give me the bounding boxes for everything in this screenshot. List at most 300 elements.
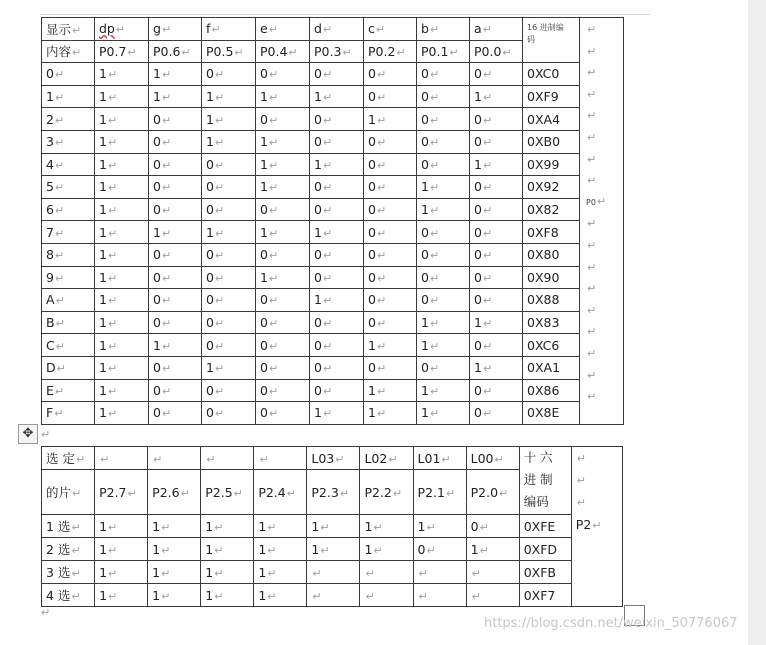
- cell-text: 1: [99, 111, 107, 127]
- cell-end-mark: ↵: [596, 194, 607, 208]
- cell-end-mark: ↵: [214, 566, 224, 580]
- table-cell: [417, 289, 470, 312]
- cell-text: b: [421, 21, 429, 37]
- table-row: [42, 515, 623, 538]
- cell-end-mark: ↵: [376, 68, 387, 82]
- cell-text: 1: [99, 360, 107, 376]
- cell-end-mark: ↵: [322, 204, 333, 218]
- cell-text: 1: [314, 224, 322, 240]
- cell-text: 0: [260, 202, 268, 218]
- hex-code-cell: [519, 538, 571, 561]
- cell-end-mark: ↵: [482, 226, 493, 240]
- cell-end-mark: ↵: [322, 271, 333, 285]
- table-row: [42, 311, 624, 334]
- cell-end-mark: ↵: [214, 384, 225, 398]
- cell-text: a: [474, 21, 482, 37]
- table-cell: [360, 515, 413, 538]
- cell-text: D: [46, 360, 56, 376]
- header-cell: [42, 447, 95, 470]
- cell-text: L02: [364, 450, 388, 466]
- cell-text: 0: [421, 292, 429, 308]
- cell-end-mark: ↵: [479, 543, 489, 557]
- cell-text: 0: [260, 247, 268, 263]
- cell-end-mark: ↵: [267, 520, 277, 534]
- cell-end-mark: ↵: [268, 384, 279, 398]
- cell-end-mark: ↵: [592, 519, 602, 532]
- table-row: [42, 243, 624, 266]
- cell-end-mark: ↵: [54, 407, 64, 421]
- cell-text: P2.0: [470, 484, 499, 500]
- cell-end-mark: ↵: [267, 589, 277, 603]
- cell-end-mark: ↵: [376, 136, 387, 150]
- port-label: P0: [586, 197, 596, 207]
- table-cell: [417, 243, 470, 266]
- cell-text: 1: [99, 269, 107, 285]
- hex-code-cell: [523, 63, 580, 86]
- table-cell: [95, 198, 149, 221]
- table-cell: [42, 311, 95, 334]
- cell-end-mark: ↵: [482, 23, 492, 37]
- cell-end-mark: ↵: [214, 249, 225, 263]
- cell-end-mark: ↵: [322, 68, 333, 82]
- cell-text: 1: [258, 518, 267, 534]
- cell-end-mark: ↵: [181, 45, 191, 59]
- cell-end-mark: ↵: [376, 226, 387, 240]
- cell-end-mark: ↵: [376, 407, 387, 421]
- cell-text: 1: [99, 224, 107, 240]
- table-cell: [95, 221, 149, 244]
- cell-text: L01: [417, 450, 441, 466]
- cell-end-mark: ↵: [322, 136, 333, 150]
- cell-end-mark: ↵: [418, 566, 428, 580]
- table-cell: [360, 538, 413, 561]
- cell-end-mark: ↵: [71, 567, 81, 580]
- hex-header-line: 进 制: [523, 472, 553, 487]
- cell-text: 2: [46, 111, 54, 127]
- cell-text: 内容: [46, 44, 72, 60]
- cell-text: 1: [205, 564, 214, 580]
- table-cell: [364, 266, 417, 289]
- table-row: [42, 63, 624, 86]
- table-cell: [202, 402, 256, 425]
- header-cell: [149, 18, 202, 41]
- table-cell: [364, 130, 417, 153]
- cell-end-mark: ↵: [471, 566, 481, 580]
- cell-end-mark: ↵: [322, 384, 333, 398]
- table-cell: [202, 243, 256, 266]
- cell-end-mark: ↵: [161, 566, 171, 580]
- table-cell: [310, 176, 364, 199]
- cell-end-mark: ↵: [322, 113, 333, 127]
- cell-end-mark: ↵: [54, 226, 65, 240]
- cell-text: 3 选: [46, 565, 71, 580]
- cell-end-mark: ↵: [161, 362, 172, 376]
- cell-text: 0: [206, 156, 214, 172]
- cell-end-mark: ↵: [268, 317, 279, 331]
- cell-end-mark: ↵: [482, 384, 493, 398]
- table-cell: [307, 538, 360, 561]
- cell-text: 0: [421, 111, 429, 127]
- table-cell: [149, 402, 202, 425]
- table-move-handle-icon[interactable]: ✥: [18, 424, 38, 444]
- header-cell: [202, 18, 256, 41]
- cell-text: 1: [314, 405, 322, 421]
- cell-end-mark: ↵: [322, 294, 333, 308]
- cell-text: 0: [206, 382, 214, 398]
- table-cell: [256, 311, 310, 334]
- table-cell: [42, 561, 95, 584]
- table-cell: [202, 153, 256, 176]
- cell-text: 2 选: [46, 542, 71, 557]
- cell-text: 0: [153, 405, 161, 421]
- cell-end-mark: ↵: [161, 158, 172, 172]
- watermark-text: https://blog.csdn.net/weixin_50776067: [484, 616, 738, 631]
- cell-end-mark: ↵: [376, 158, 387, 172]
- cell-text: 1: [260, 134, 268, 150]
- cell-end-mark: ↵: [587, 282, 597, 296]
- cell-end-mark: ↵: [376, 181, 387, 195]
- cell-text: 0X92: [527, 179, 560, 195]
- cell-end-mark: ↵: [587, 152, 597, 166]
- table-cell: [42, 584, 95, 607]
- cell-end-mark: ↵: [429, 384, 440, 398]
- table-cell: [202, 85, 256, 108]
- cell-end-mark: ↵: [392, 486, 403, 500]
- cell-text: 0: [206, 179, 214, 195]
- cell-end-mark: ↵: [342, 45, 352, 59]
- cell-end-mark: ↵: [100, 452, 110, 466]
- table-cell: [466, 538, 519, 561]
- table-cell: [470, 130, 523, 153]
- table-cell: [470, 108, 523, 131]
- table-cell: [95, 153, 149, 176]
- cell-text: L03: [311, 450, 335, 466]
- cell-text: 0X8E: [527, 405, 560, 421]
- cell-text: 1: [474, 89, 482, 105]
- cell-text: 8: [46, 247, 54, 263]
- cell-end-mark: ↵: [233, 486, 243, 500]
- cell-end-mark: ↵: [375, 23, 386, 37]
- table-cell: [256, 108, 310, 131]
- hex-code-cell: [519, 561, 571, 584]
- hex-code-cell: [523, 198, 580, 221]
- table-cell: [310, 63, 364, 86]
- table-cell: [417, 176, 470, 199]
- cell-text: 0: [421, 269, 429, 285]
- table-cell: [95, 266, 149, 289]
- cell-text: 0: [421, 247, 429, 263]
- cell-end-mark: ↵: [107, 204, 118, 218]
- cell-end-mark: ↵: [587, 217, 597, 231]
- cell-text: dp: [99, 21, 115, 37]
- cell-end-mark: ↵: [54, 384, 65, 398]
- cell-end-mark: ↵: [429, 158, 440, 172]
- table-cell: [42, 85, 95, 108]
- cell-end-mark: ↵: [482, 249, 493, 263]
- cell-text: 1: [314, 89, 322, 105]
- table-cell: [42, 108, 95, 131]
- header-cell: [364, 18, 417, 41]
- cell-end-mark: ↵: [429, 407, 440, 421]
- header-cell: [148, 447, 201, 470]
- cell-text: 0: [421, 66, 429, 82]
- cell-end-mark: ↵: [214, 226, 225, 240]
- cell-end-mark: ↵: [268, 158, 279, 172]
- header-cell: [254, 470, 307, 515]
- cell-text: L00: [470, 450, 494, 466]
- table-cell: [42, 379, 95, 402]
- cell-text: 0: [260, 315, 268, 331]
- table-cell: [470, 198, 523, 221]
- table-cell: [470, 243, 523, 266]
- cell-text: 0: [314, 66, 322, 82]
- table-cell: [254, 584, 307, 607]
- cell-end-mark: ↵: [161, 68, 172, 82]
- cell-text: 选 定: [46, 451, 75, 466]
- cell-text: 1: [99, 541, 108, 557]
- cell-end-mark: ↵: [429, 204, 440, 218]
- cell-end-mark: ↵: [161, 520, 171, 534]
- table-cell: [202, 379, 256, 402]
- table-cell: [201, 584, 254, 607]
- table-cell: [470, 266, 523, 289]
- cell-text: 1: [421, 405, 429, 421]
- cell-end-mark: ↵: [71, 544, 81, 557]
- cell-end-mark: ↵: [107, 407, 118, 421]
- cell-end-mark: ↵: [214, 589, 224, 603]
- table-cell: [470, 402, 523, 425]
- cell-end-mark: ↵: [180, 486, 190, 500]
- cell-text: 0: [368, 360, 376, 376]
- cell-text: P0.0: [474, 43, 502, 59]
- cell-text: P0.5: [206, 43, 234, 59]
- table-cell: [254, 561, 307, 584]
- table-row: [42, 198, 624, 221]
- cell-text: 7: [46, 224, 54, 240]
- cell-text: 0: [153, 247, 161, 263]
- table-row: [42, 334, 624, 357]
- table-cell: [413, 561, 466, 584]
- table-cell: [364, 289, 417, 312]
- hex-code-cell: [523, 108, 580, 131]
- header-cell: [466, 447, 519, 470]
- cell-text: 0XFB: [523, 564, 556, 580]
- table-cell: [470, 153, 523, 176]
- table-row: [42, 356, 624, 379]
- hex-code-cell: [523, 243, 580, 266]
- cell-text: f: [206, 21, 211, 37]
- cell-end-mark: ↵: [365, 566, 375, 580]
- cell-text: 1: [205, 541, 214, 557]
- cell-end-mark: ↵: [234, 45, 244, 59]
- cell-end-mark: ↵: [214, 543, 224, 557]
- table-cell: [364, 85, 417, 108]
- cell-end-mark: ↵: [161, 589, 171, 603]
- table-cell: [202, 63, 256, 86]
- cell-text: 6: [46, 202, 54, 218]
- cell-end-mark: ↵: [161, 384, 172, 398]
- table-cell: [202, 289, 256, 312]
- cell-end-mark: ↵: [587, 346, 597, 360]
- cell-text: 1: [99, 382, 107, 398]
- table-row: [42, 85, 624, 108]
- table-cell: [417, 379, 470, 402]
- table-cell: [42, 515, 95, 538]
- cell-end-mark: ↵: [161, 204, 172, 218]
- table-cell: [202, 198, 256, 221]
- cell-text: 0: [260, 382, 268, 398]
- cell-text: 0: [421, 360, 429, 376]
- cell-text: 0: [368, 202, 376, 218]
- cell-end-mark: ↵: [482, 317, 493, 331]
- cell-end-mark: ↵: [259, 452, 269, 466]
- header-cell: [307, 470, 360, 515]
- cell-end-mark: ↵: [214, 181, 225, 195]
- table-cell: [360, 584, 413, 607]
- cell-end-mark: ↵: [214, 113, 225, 127]
- cell-text: 1: [206, 134, 214, 150]
- cell-text: 1: [99, 89, 107, 105]
- cell-text: 0: [474, 247, 482, 263]
- header-cell: [307, 447, 360, 470]
- hex-code-cell: [523, 402, 580, 425]
- cell-end-mark: ↵: [320, 543, 330, 557]
- cell-text: 0: [153, 269, 161, 285]
- cell-end-mark: ↵: [587, 23, 597, 36]
- table-cell: [256, 221, 310, 244]
- cell-end-mark: ↵: [268, 113, 279, 127]
- cell-text: 1: [153, 224, 161, 240]
- cell-end-mark: ↵: [322, 317, 333, 331]
- cell-text: 1: [99, 247, 107, 263]
- cell-text: 0X90: [527, 269, 560, 285]
- cell-text: 0: [153, 292, 161, 308]
- table-cell: [466, 561, 519, 584]
- cell-text: 1: [311, 541, 320, 557]
- table-cell: [149, 176, 202, 199]
- cell-end-mark: ↵: [206, 452, 216, 466]
- header-cell: [413, 447, 466, 470]
- cell-text: 0: [260, 66, 268, 82]
- header-cell: [470, 40, 523, 63]
- table-cell: [95, 85, 149, 108]
- table-cell: [417, 153, 470, 176]
- cell-text: 1: [99, 564, 108, 580]
- hex-header-line: 十 六: [523, 450, 553, 465]
- cell-end-mark: ↵: [376, 362, 387, 376]
- cell-text: 1: [260, 224, 268, 240]
- cell-end-mark: ↵: [376, 113, 387, 127]
- header-cell: [310, 40, 364, 63]
- cell-text: 0: [206, 405, 214, 421]
- header-cell: [201, 447, 254, 470]
- cell-text: 0XC0: [527, 66, 560, 82]
- cell-end-mark: ↵: [211, 23, 221, 37]
- cell-text: A: [46, 292, 55, 308]
- cell-end-mark: ↵: [54, 91, 65, 105]
- cell-end-mark: ↵: [587, 109, 597, 123]
- cell-text: 1: [205, 518, 214, 534]
- cell-text: 0: [474, 269, 482, 285]
- scrollbar-thumb[interactable]: [748, 0, 766, 645]
- table-cell: [470, 289, 523, 312]
- table-cell: [364, 356, 417, 379]
- table-cell: [42, 153, 95, 176]
- cell-text: 1: [99, 405, 107, 421]
- cell-end-mark: ↵: [587, 238, 597, 252]
- cell-end-mark: ↵: [376, 204, 387, 218]
- table-cell: [95, 176, 149, 199]
- cell-text: P2.5: [205, 484, 233, 500]
- table-cell: [148, 584, 201, 607]
- cell-text: 0: [153, 111, 161, 127]
- header-cell: [201, 470, 254, 515]
- cell-text: 0: [474, 202, 482, 218]
- table-cell: [364, 379, 417, 402]
- table-cell: [95, 334, 149, 357]
- cell-text: 0: [368, 134, 376, 150]
- cell-end-mark: ↵: [115, 23, 126, 37]
- cell-end-mark: ↵: [429, 91, 440, 105]
- table-cell: [364, 221, 417, 244]
- table-cell: [413, 584, 466, 607]
- table-cell: [364, 153, 417, 176]
- table-cell: [95, 108, 149, 131]
- cell-end-mark: ↵: [267, 566, 277, 580]
- table-row: [42, 561, 623, 584]
- hex-header-line: 编码: [523, 494, 549, 509]
- cell-text: 0X99: [527, 156, 560, 172]
- cell-text: 0: [260, 360, 268, 376]
- table-cell: [470, 356, 523, 379]
- cell-end-mark: ↵: [214, 317, 225, 331]
- vertical-scrollbar[interactable]: [748, 0, 766, 645]
- cell-text: P0.6: [153, 43, 181, 59]
- header-cell: [95, 40, 149, 63]
- cell-end-mark: ↵: [429, 362, 440, 376]
- table-cell: [310, 311, 364, 334]
- table-cell: [95, 515, 148, 538]
- cell-text: 1: [153, 66, 161, 82]
- cell-text: 1: [364, 541, 373, 557]
- cell-text: 0: [153, 315, 161, 331]
- cell-end-mark: ↵: [72, 46, 82, 60]
- cell-end-mark: ↵: [107, 181, 118, 195]
- cell-end-mark: ↵: [107, 91, 118, 105]
- table-cell: [307, 584, 360, 607]
- table-cell: [256, 85, 310, 108]
- cell-end-mark: ↵: [445, 486, 456, 500]
- cell-end-mark: ↵: [482, 113, 493, 127]
- cell-text: 0: [470, 518, 479, 534]
- table-cell: [256, 63, 310, 86]
- cell-text: 0: [474, 111, 482, 127]
- table-cell: [148, 538, 201, 561]
- cell-end-mark: ↵: [54, 181, 65, 195]
- header-cell: [256, 18, 310, 41]
- table-cell: [310, 243, 364, 266]
- table-cell: [417, 130, 470, 153]
- digit-select-table: [41, 446, 623, 607]
- cell-text: 1: [99, 587, 108, 603]
- cell-text: 0X83: [527, 315, 560, 331]
- cell-text: 0: [474, 382, 482, 398]
- table-cell: [95, 538, 148, 561]
- cell-text: 1: [260, 156, 268, 172]
- cell-text: 1 选: [46, 519, 71, 534]
- table-cell: [95, 243, 149, 266]
- cell-end-mark: ↵: [482, 339, 493, 353]
